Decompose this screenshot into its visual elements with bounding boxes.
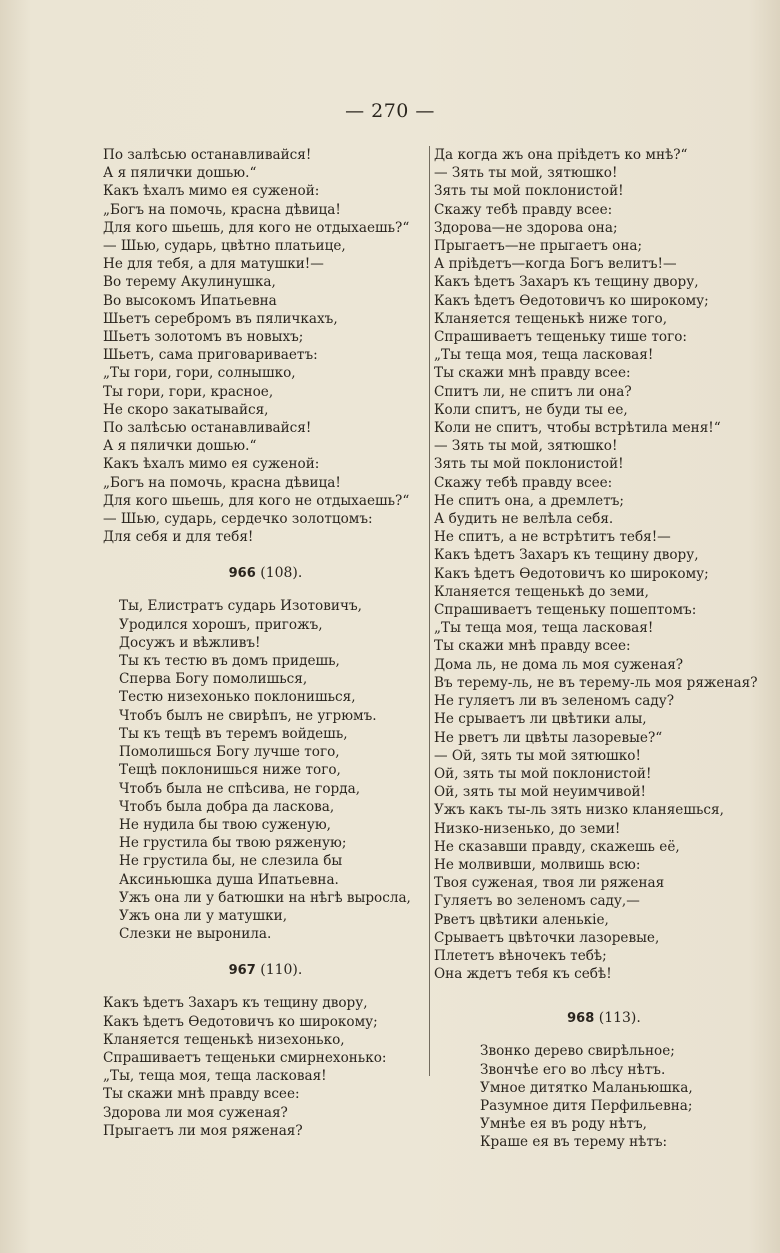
verse-line: Коли спитъ, не буди ты ее, (434, 401, 628, 418)
verse-line: — Ой, зять ты мой зятюшко! (434, 747, 641, 764)
verse-line: Сперва Богу помолишься, (119, 671, 308, 688)
verse-line: Звончѣе его во лѣсу нѣтъ. (480, 1061, 666, 1078)
verse-line: Спрашиваетъ тещеньку тише того: (434, 329, 687, 346)
verse-line: Уродился хорошъ, пригожъ, (119, 616, 323, 633)
verse-line: Рветъ цвѣтики аленькіе, (434, 911, 609, 928)
verse-line: Кланяется тещенькѣ до земи, (434, 583, 649, 600)
verse-line: Ужъ она ли у батюшки на нѣгѣ выросла, (119, 889, 411, 906)
verse-line: По залѣсью останавливайся! (103, 147, 312, 163)
verse-line: Тестю низехонько поклонишься, (119, 689, 356, 706)
verse-line: Какъ ѣхалъ мимо ея суженой: (103, 456, 320, 473)
verse-line: Не спитъ, а не встрѣтитъ тебя!— (434, 529, 671, 546)
verse-line: Ты къ тестю въ домъ придешь, (119, 653, 340, 670)
song-968-heading (434, 1009, 774, 1028)
verse-line: Срываетъ цвѣточки лазоревые, (434, 929, 660, 946)
verse-line: Твоя суженая, твоя ли ряженая (434, 875, 665, 892)
verse-line: Ты гори, гори, красное, (103, 383, 274, 400)
verse-line: Спрашиваетъ тещеньки смирнехонько: (103, 1049, 387, 1066)
verse-line: Ты скажи мнѣ правду всее: (103, 1086, 300, 1103)
verse-line: Ой, зять ты мой неуимчивой! (434, 784, 647, 801)
verse-line: Здорова—не здорова она; (434, 219, 618, 236)
verse-line: „Ты гори, гори, солнышко, (103, 365, 296, 382)
verse-line: Здорова ли моя суженая? (103, 1104, 288, 1121)
verse-line: По залѣсью останавливайся! (103, 420, 312, 437)
verse-line: Во высокомъ Ипатьевна (103, 292, 277, 309)
song-966-number: 966 (228, 566, 256, 582)
verse-line: Какъ ѣдетъ Ѳедотовичъ ко широкому; (434, 292, 709, 309)
verse-line: Тещѣ поклонишься ниже того, (119, 762, 341, 779)
verse-line: Низко-низенько, до земи! (434, 820, 621, 837)
verse-line: Досужъ и вѣжливъ! (119, 634, 261, 651)
verse-line: Прыгаетъ ли моя ряженая? (103, 1122, 303, 1139)
verse-line: Умное дитятко Маланьюшка, (480, 1079, 693, 1096)
song-967-ref: (110). (260, 962, 303, 979)
verse-line: Ты къ тещѣ въ теремъ войдешь, (119, 725, 348, 742)
verse-line: А будить не велѣла себя. (434, 511, 614, 528)
verse-line: Ужъ она ли у матушки, (119, 907, 288, 924)
verse-line: Звонко дерево свирѣльное; (480, 1043, 675, 1060)
verse-line: Аксиньюшка душа Ипатьевна. (119, 871, 339, 888)
verse-line: „Богъ на помочь, красна дѣвица! (103, 201, 341, 218)
verse-line: Какъ ѣдетъ Захаръ къ тещину двору, (103, 995, 368, 1012)
song-967-number: 967 (228, 963, 256, 979)
verse-line: Не гуляетъ ли въ зеленомъ саду? (434, 693, 675, 710)
verse-line: „Богъ на помочь, красна дѣвица! (103, 474, 341, 491)
verse-line: Какъ ѣхалъ мимо ея суженой: (103, 183, 320, 200)
page-number: — 270 — (345, 100, 435, 122)
verse-line: А я пялички дошью.“ (103, 438, 257, 455)
verse-line: „Ты теща моя, теща ласковая! (434, 347, 654, 364)
song-968-ref: (113). (598, 1010, 641, 1027)
verse-line: Какъ ѣдетъ Ѳедотовичъ ко широкому; (434, 565, 709, 582)
verse-line: Спрашиваетъ тещеньку пошептомъ: (434, 602, 697, 619)
verse-line: Чтобъ была добра да ласкова, (119, 798, 335, 815)
verse-line: Разумное дитя Перфильевна; (480, 1097, 693, 1114)
right-continued-verse (434, 146, 774, 983)
verse-line: Коли не спитъ, чтобы встрѣтила меня!“ (434, 420, 721, 437)
song-967-heading (103, 961, 428, 980)
verse-line: Для кого шьешь, для кого не отдыхаешь?“ (103, 219, 410, 236)
column-divider (429, 146, 430, 1076)
verse-line: Слезки не выронила. (119, 926, 272, 943)
song-968-number: 968 (567, 1011, 595, 1027)
song-968-verse (434, 1042, 774, 1151)
verse-line: — Зять ты мой, зятюшко! (434, 165, 618, 182)
verse-line: „Ты, теща моя, теща ласковая! (103, 1068, 327, 1085)
verse-line: Не грустила бы, не слезила бы (119, 853, 343, 870)
song-966-verse (103, 597, 428, 943)
verse-line: Какъ ѣдетъ Ѳедотовичъ ко широкому; (103, 1013, 378, 1030)
verse-line: Помолишься Богу лучше того, (119, 744, 340, 761)
verse-line: Скажу тебѣ правду всее: (434, 474, 613, 491)
verse-line: Для кого шьешь, для кого не отдыхаешь?“ (103, 492, 410, 509)
verse-line: Кланяется тещенькѣ ниже того, (434, 310, 668, 327)
verse-line: А пріѣдетъ—когда Богъ велитъ!— (434, 256, 677, 273)
verse-line: Кланяется тещенькѣ низехонько, (103, 1031, 345, 1048)
verse-line: Не рветъ ли цвѣты лазоревые?“ (434, 729, 663, 746)
verse-line: Зять ты мой поклонистой! (434, 183, 624, 200)
verse-line: Для себя и для тебя! (103, 529, 254, 546)
song-966-ref: (108). (260, 565, 303, 582)
right-column (434, 146, 774, 1152)
verse-line: Зять ты мой поклонистой! (434, 456, 624, 473)
verse-line: Прыгаетъ—не прыгаетъ она; (434, 238, 643, 255)
verse-line: „Ты теща моя, теща ласковая! (434, 620, 654, 637)
verse-line: Не скоро закатывайся, (103, 401, 269, 418)
verse-line: Не для тебя, а для матушки!— (103, 256, 324, 273)
verse-line: Шьетъ золотомъ въ новыхъ; (103, 329, 304, 346)
verse-line: Умнѣе ея въ роду нѣтъ, (480, 1116, 647, 1133)
verse-line: Не молвивши, молвишь всю: (434, 856, 641, 873)
verse-line: Какъ ѣдетъ Захаръ къ тещину двору, (434, 274, 699, 291)
left-continued-verse (103, 146, 428, 546)
verse-line: Чтобъ былъ не свирѣпъ, не угрюмъ. (119, 707, 377, 724)
song-967-verse (103, 994, 428, 1140)
verse-line: Ты скажи мнѣ правду всее: (434, 638, 631, 655)
left-column (103, 146, 428, 1140)
verse-line: Не нудила бы твою суженую, (119, 816, 331, 833)
verse-line: Не срываетъ ли цвѣтики алы, (434, 711, 647, 728)
verse-line: — Зять ты мой, зятюшко! (434, 438, 618, 455)
verse-line: Да когда жъ она пріѣдетъ ко мнѣ?“ (434, 147, 688, 163)
verse-line: Шьетъ, сама приговариваетъ: (103, 347, 318, 364)
verse-line: Не грустила бы твою ряженую; (119, 835, 347, 852)
verse-line: Въ терему-ль, не въ терему-ль моя ряженая? (434, 674, 758, 691)
verse-line: Она ждетъ тебя къ себѣ! (434, 966, 612, 983)
verse-line: Ой, зять ты мой поклонистой! (434, 765, 652, 782)
verse-line: Какъ ѣдетъ Захаръ къ тещину двору, (434, 547, 699, 564)
verse-line: А я пялички дошью.“ (103, 165, 257, 182)
verse-line: Ты, Елистратъ сударь Изотовичъ, (119, 598, 362, 615)
verse-line: Во терему Акулинушка, (103, 274, 276, 291)
verse-line: Краше ея въ терему нѣтъ: (480, 1134, 668, 1151)
verse-line: Шьетъ серебромъ въ пяличкахъ, (103, 310, 338, 327)
verse-line: — Шью, сударь, сердечко золотцомъ: (103, 511, 373, 528)
verse-line: Спитъ ли, не спитъ ли она? (434, 383, 632, 400)
verse-line: Чтобъ была не спѣсива, не горда, (119, 780, 361, 797)
verse-line: Гуляетъ во зеленомъ саду,— (434, 893, 640, 910)
verse-line: Плететъ вѣночекъ тебѣ; (434, 947, 607, 964)
song-966-heading (103, 564, 428, 583)
verse-line: Ужъ какъ ты-ль зять низко кланяешься, (434, 802, 724, 819)
verse-line: — Шью, сударь, цвѣтно платьице, (103, 238, 346, 255)
verse-line: Не сказавши правду, скажешь её, (434, 838, 680, 855)
verse-line: Скажу тебѣ правду всее: (434, 201, 613, 218)
verse-line: Дома ль, не дома ль моя суженая? (434, 656, 684, 673)
verse-line: Ты скажи мнѣ правду всее: (434, 365, 631, 382)
verse-line: Не спитъ она, а дремлетъ; (434, 492, 624, 509)
